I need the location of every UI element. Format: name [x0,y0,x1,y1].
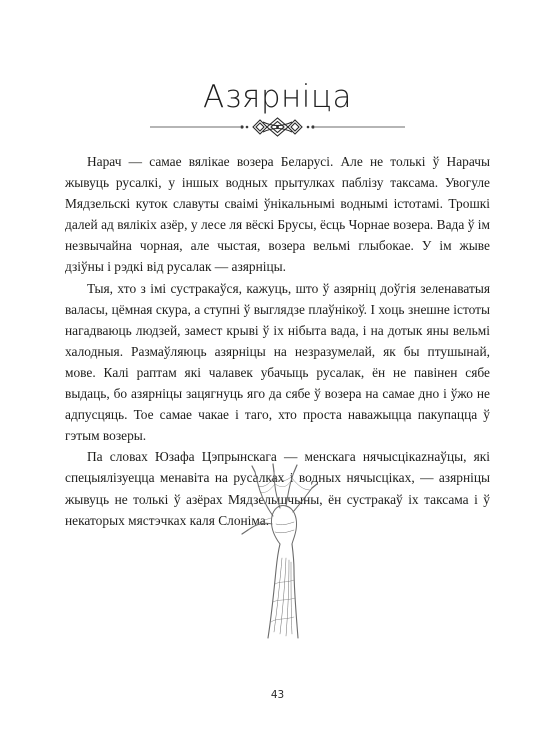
paragraph-2: Тыя, хто з імі сустракаўся, кажуць, што ў азярніц доўгія зеленаватыя валасы, цёмная скура, а ступні ў выглядзе плаўнікоў. І хоць знешне істоты нагадваюць людзей, замест крыві ў іх нібыта вада, і на дотык яны вельмі халодныя. Размаўляюць азярніцы на незразумелай, як бы птушынай, мове. Калі раптам які чалавек убачыць русалак, ён не павінен сябе выдаць, бо азярніцы зацягнуць яго да сябе ў возера на самае дно і ўжо не адпусцяць. Тое самае чакае і таго, хто проста наважыцца пакупацца ў гэтым возеры. [65,280,490,444]
page-number: 43 [270,689,285,701]
paragraph-3: Па словах Юзафа Цэпрынскага — менскага нячысцікazнаўцы, які спецыялізуецца менавіта на русалках і водных нячысціках, — азярніцы жывуць не толькі ў азёрах Мядзельшчыны, ён сустракаў іх таксама і ў некаторых мястэчках каля Слоніма. [65,449,490,528]
celtic-knot-divider-icon [150,117,405,137]
page-title: Азярніца [203,79,352,115]
clawed-hand-illustration-icon [228,462,323,640]
paragraph-1: Нарач — самае вялікае возера Беларусі. Але не толькі ў Нарачы жывуць русалкі, у іншых водных прытулках паблізу таксама. Увогуле Мядзельскі куток славуты сваімі ўнікальнымі воднымі істотамі. Трошкі далей ад вялікіх азёр, у лесе ля вёскі Брусы, ёсць Чорнае возера. Вада ў ім незвычайна чорная, але чыстая, возера вельмі глыбокае. У ім жыве дзіўны і рэдкі від русалак — азярніцы. [65,154,490,275]
